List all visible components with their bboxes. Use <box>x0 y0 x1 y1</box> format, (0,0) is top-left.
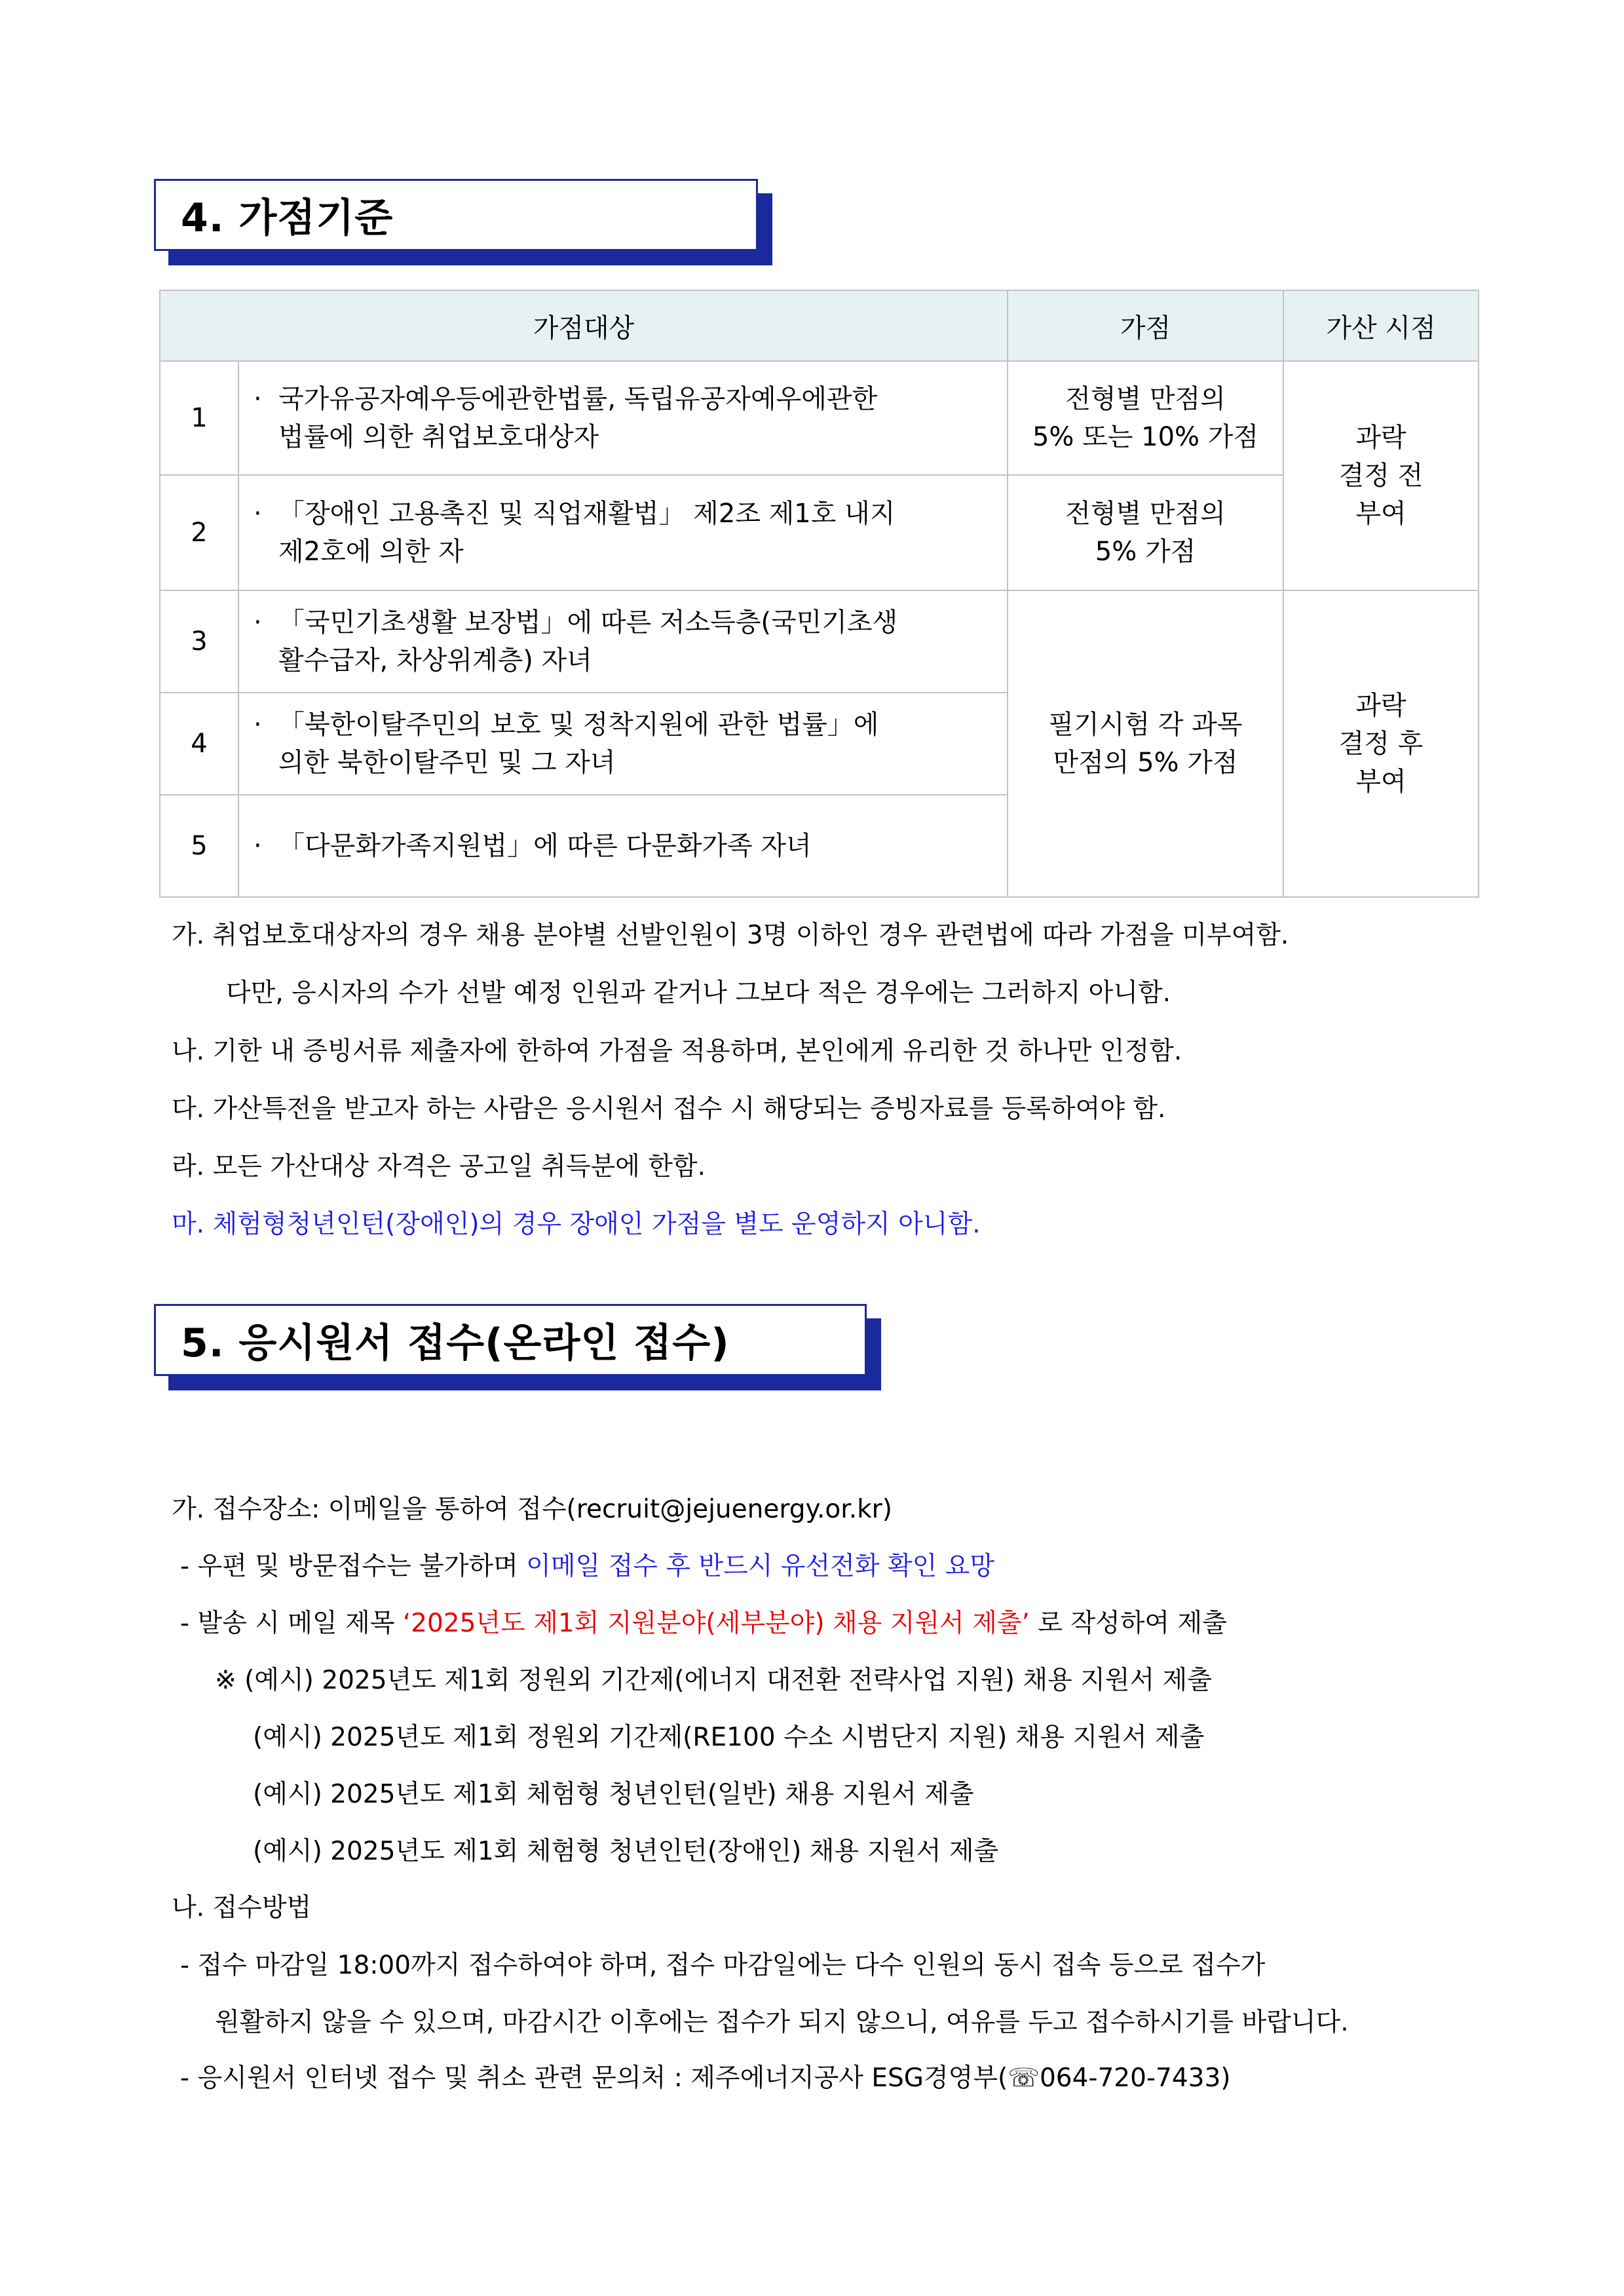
desc-line: 「장애인 고용촉진 및 직업재활법」 제2조 제1호 내지 <box>278 499 896 529</box>
row-number: 2 <box>160 475 238 590</box>
row-description: · 「국민기초생활 보장법」에 따른 저소득층(국민기초생 활수급자, 차상위계층) 자녀 <box>238 590 1008 693</box>
note-ra: 라. 모든 가산대상 자격은 공고일 취득분에 한함. <box>172 1152 706 1181</box>
receipt-place: 가. 접수장소: 이메일을 통하여 접수(recruit@jejuenergy.or.kr) <box>172 1495 892 1524</box>
table-row <box>160 475 1479 590</box>
row-number: 4 <box>160 693 238 795</box>
row-number: 1 <box>160 361 238 475</box>
example-3: (예시) 2025년도 제1회 체험형 청년인턴(일반) 채용 지원서 제출 <box>253 1780 974 1809</box>
note-ma: 마. 체험형청년인턴(장애인)의 경우 장애인 가점을 별도 운영하지 아니함. <box>172 1210 981 1239</box>
row-description: · 「북한이탈주민의 보호 및 정착지원에 관한 법률」에 의한 북한이탈주민 및 그 자녀 <box>238 693 1008 795</box>
mail-subject-format: ‘2025년도 제1회 지원분야(세부분야) 채용 지원서 제출’ <box>402 1609 1030 1638</box>
table-row <box>160 590 1479 693</box>
row-description: · 「다문화가족지원법」에 따른 다문화가족 자녀 <box>238 795 1008 897</box>
timing-after-cell: 과락 결정 후 부여 <box>1283 590 1479 897</box>
group-points-cell: 필기시험 각 과목 만점의 5% 가점 <box>1008 590 1283 897</box>
section-5-title-box <box>154 1304 867 1376</box>
visit-notice: - 우편 및 방문접수는 불가하며 이메일 접수 후 반드시 유선전화 확인 요망 <box>180 1552 994 1581</box>
table-header-row <box>160 290 1479 361</box>
inquiry-contact: - 응시원서 인터넷 접수 및 취소 관련 문의처 : 제주에너지공사 ESG경영부(☏064-720-7433) <box>180 2063 1231 2093</box>
row-points: 전형별 만점의 5% 가점 <box>1008 475 1283 590</box>
row-description: · 국가유공자예우등에관한법률, 독립유공자예우에관한 법률에 의한 취업보호대상자 <box>238 361 1008 475</box>
note-ga-continued: 다만, 응시자의 수가 선발 예정 인원과 같거나 그보다 적은 경우에는 그러하지 아니함. <box>226 978 1171 1008</box>
table-row <box>160 361 1479 475</box>
desc-line: 활수급자, 차상위계층) 자녀 <box>278 645 592 676</box>
row-points: 전형별 만점의 5% 또는 10% 가점 <box>1008 361 1283 475</box>
phone-confirm-highlight: 이메일 접수 후 반드시 유선전화 확인 요망 <box>526 1552 994 1581</box>
desc-line: 「다문화가족지원법」에 따른 다문화가족 자녀 <box>278 831 812 861</box>
row-number: 3 <box>160 590 238 693</box>
timing-before-cell: 과락 결정 전 부여 <box>1283 361 1479 590</box>
desc-line: 제2호에 의한 자 <box>278 537 464 567</box>
header-timing: 가산 시점 <box>1283 290 1479 361</box>
section-5-title: 5. 응시원서 접수(온라인 접수) <box>154 1304 867 1376</box>
row-number: 5 <box>160 795 238 897</box>
note-ga: 가. 취업보호대상자의 경우 채용 분야별 선발인원이 3명 이하인 경우 관련법에 따라 가점을 미부여함. <box>172 921 1289 950</box>
example-2: (예시) 2025년도 제1회 정원외 기간제(RE100 수소 시범단지 지원) 채용 지원서 제출 <box>253 1723 1205 1752</box>
method-line-2: 원활하지 않을 수 있으며, 마감시간 이후에는 접수가 되지 않으니, 여유를 두고 접수하시기를 바랍니다. <box>215 2008 1349 2037</box>
example-4: (예시) 2025년도 제1회 체험형 청년인턴(장애인) 채용 지원서 제출 <box>253 1837 999 1866</box>
bonus-criteria-table <box>159 290 1479 898</box>
mail-subject-instruction: - 발송 시 메일 제목 ‘2025년도 제1회 지원분야(세부분야) 채용 지원서 제출’ 로 작성하여 제출 <box>180 1609 1227 1638</box>
header-target: 가점대상 <box>160 290 1008 361</box>
desc-line: 법률에 의한 취업보호대상자 <box>278 422 599 452</box>
row-description: · 「장애인 고용촉진 및 직업재활법」 제2조 제1호 내지 제2호에 의한 자 <box>238 475 1008 590</box>
desc-line: 의한 북한이탈주민 및 그 자녀 <box>278 748 616 778</box>
header-points: 가점 <box>1008 290 1283 361</box>
method-line-1: - 접수 마감일 18:00까지 접수하여야 하며, 접수 마감일에는 다수 인원의 동시 접속 등으로 접수가 <box>180 1951 1266 1980</box>
note-na: 나. 기한 내 증빙서류 제출자에 한하여 가점을 적용하며, 본인에게 유리한 것 하나만 인정함. <box>172 1037 1182 1066</box>
section-4-title: 4. 가점기준 <box>154 179 758 251</box>
example-1: ※ (예시) 2025년도 제1회 정원외 기간제(에너지 대전환 전략사업 지원) 채용 지원서 제출 <box>215 1666 1212 1695</box>
section-4-title-box <box>154 179 758 251</box>
desc-line: 국가유공자예우등에관한법률, 독립유공자예우에관한 <box>278 384 878 414</box>
note-da: 다. 가산특전을 받고자 하는 사람은 응시원서 접수 시 해당되는 증빙자료를 등록하여야 함. <box>172 1094 1166 1124</box>
desc-line: 「북한이탈주민의 보호 및 정착지원에 관한 법률」에 <box>278 710 879 740</box>
method-title: 나. 접수방법 <box>172 1893 312 1923</box>
desc-line: 「국민기초생활 보장법」에 따른 저소득층(국민기초생 <box>278 607 898 638</box>
